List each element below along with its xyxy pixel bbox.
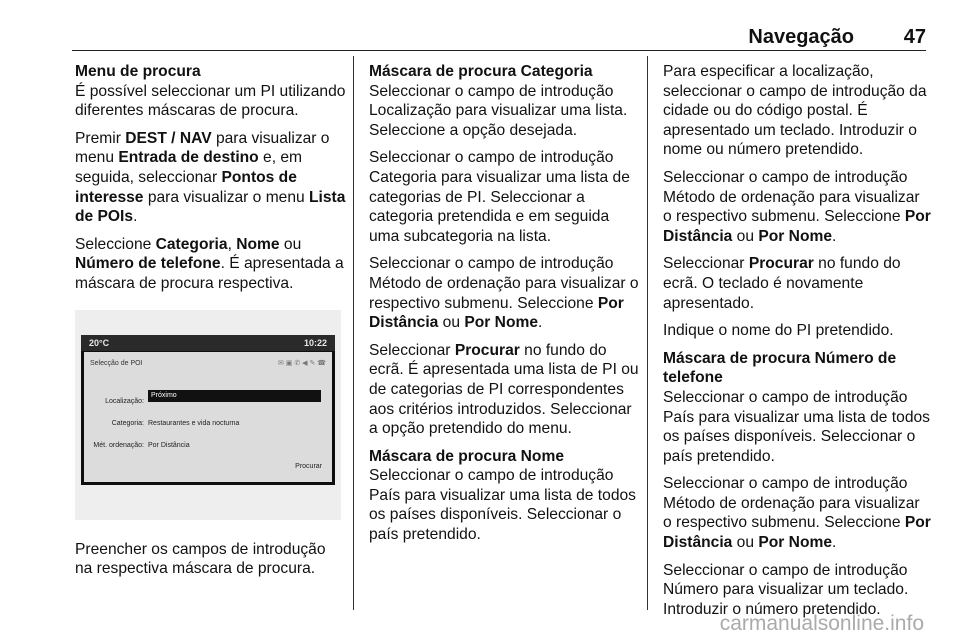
column-3 [663,62,931,627]
status-icons: ✉ ▣ ✆ ◀ ✎ ☎ [277,359,326,367]
paragraph: Seleccionar o campo de introdução Categoria para visualizar uma lista de categorias de PI. Seleccionar a categoria pretendida e em seguida uma subcategoria na lista. [369,149,630,245]
page-number: 47 [903,26,926,48]
row-value: Restaurantes e vida nocturna [148,419,240,427]
text-run: ou [279,235,302,253]
column-1 [75,62,347,587]
paragraph: Seleccionar o campo de introdução País para visualizar uma lista de todos os países disponíveis. Seleccionar o país pretendido. [663,388,930,465]
paragraph: É possível seleccionar um PI utilizando diferentes máscaras de procura. [75,82,346,120]
screen-body [84,352,332,482]
column-divider [647,56,648,610]
bold-term: Por Distância [663,208,931,245]
paragraph [75,129,347,227]
text-run: . [538,314,543,332]
section-heading: Menu de procura [75,63,201,80]
bold-term: Lista de POIs [75,188,346,226]
paragraph [663,168,931,246]
text-run: Seleccionar o campo de introdução Método de ordenação para visualizar o respectivo submenu. Seleccione [369,255,639,312]
text-run: ou [438,314,465,332]
text-run: . [133,208,138,226]
bold-term: Por Nome [758,227,833,245]
bold-term: Por Distância [663,514,931,552]
text-run: . [832,534,837,552]
text-run: no fundo do ecrã. O teclado é novamente apresentado. [663,255,901,312]
paragraph [663,254,931,313]
section-heading: Máscara de procura Categoria [369,63,593,80]
paragraph: Seleccionar o campo de introdução Localização para visualizar uma lista. Seleccione a opção desejada. [369,82,628,139]
text-run: ou [732,227,759,245]
column-divider [353,56,354,610]
bold-term: DEST / NAV [125,129,212,147]
page-header [72,0,926,51]
paragraph: Preencher os campos de introdução na respectiva máscara de procura. [75,540,326,578]
text-run: Seleccionar [369,341,455,359]
clock: 10:22 [303,337,327,348]
column-2 [369,62,639,553]
screen-title: Selecção de POI [90,359,143,367]
text-run: Seleccionar o campo de introdução Método de ordenação para visualizar o respectivo submenu. Seleccione [663,168,920,226]
text-run: no fundo do ecrã. É apresentada uma lista de PI ou de categorias de PI correspondentes aos critérios introduzidos. Seleccionar a opção pretendido do menu. [369,341,639,438]
paragraph [369,254,639,332]
text-run: Premir [75,129,126,147]
page-title: Navegação [748,26,854,48]
paragraph: Para especificar a localização, seleccionar o campo de introdução da cidade ou do código postal. É apresentado um teclado. Introduzir o nome ou número pretendido. [663,63,927,159]
row-label: Localização: [105,397,144,405]
text-run: . [832,227,837,245]
bold-term: Por Distância [369,294,624,332]
infotainment-screen [81,335,335,485]
search-button[interactable]: Procurar [295,462,322,470]
section-heading: Máscara de procura Número de telefone [663,349,897,387]
paragraph: Seleccionar o campo de introdução País para visualizar uma lista de todos os países disponíveis. Seleccionar o país pretendido. [369,467,636,544]
text-run: . É apresentada a máscara de procura respectiva. [75,255,344,292]
row-value: Por Distância [148,441,190,449]
bold-term: Número de telefone [75,255,221,273]
watermark: carmanualsonline.info [719,612,924,635]
bold-term: Nome [236,235,280,253]
status-bar [81,335,335,351]
text-run: e, em seguida, seleccionar [75,149,303,186]
text-run: Seleccionar o campo de introdução Método de ordenação para visualizar o respectivo submenu. Seleccione [663,475,920,532]
row-label: Categoria: [111,419,144,427]
section-heading: Máscara de procura Nome [369,447,564,465]
text-run: Seleccionar [663,255,749,273]
row-label: Mét. ordenação: [93,441,144,449]
screenshot-figure [75,310,341,520]
temperature: 20°C [89,337,110,348]
bold-term: Pontos de interesse [75,168,297,206]
bold-term: Entrada de destino [118,149,259,167]
bold-term: Por Nome [464,314,539,332]
paragraph [369,341,639,439]
paragraph: Indique o nome do PI pretendido. [663,322,894,340]
row-value: Próximo [148,390,321,402]
text-run: ou [732,534,759,552]
bold-term: Procurar [748,255,814,273]
text-run: para visualizar o menu [75,129,330,167]
paragraph: Seleccionar o campo de introdução Número para visualizar um teclado. Introduzir o número pretendido. [663,561,909,618]
text-run: Seleccione [75,235,156,253]
bold-term: Procurar [454,341,520,359]
paragraph [75,235,347,294]
paragraph [663,474,931,552]
bold-term: Por Nome [758,534,833,552]
text-run: , [227,235,237,253]
bold-term: Categoria [155,235,228,253]
text-run: para visualizar o menu [143,188,310,206]
